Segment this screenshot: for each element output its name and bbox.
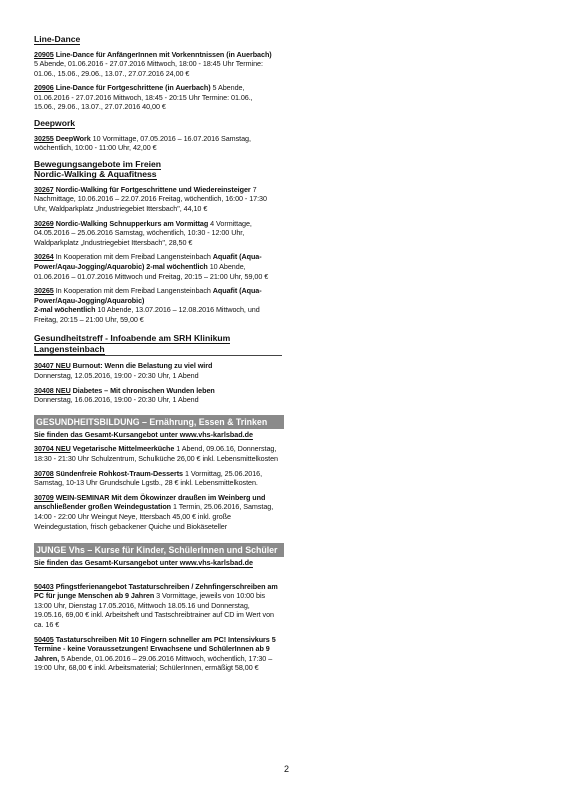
course-detail: ca. 16 € xyxy=(34,619,60,629)
section-heading-nordic-walking: Nordic-Walking & Aquafitness xyxy=(34,169,157,180)
course-code: 30267 xyxy=(34,184,54,194)
course-detail: Samstag, 10-13 Uhr Grundschule Lgstb., 28 € inkl. Lebensmittelkosten. xyxy=(34,478,258,488)
course-title: Sündenfreie Rohkost-Traum-Desserts xyxy=(53,468,184,478)
course-detail: Donnerstag, 16.06.2016, 19:00 - 20:30 Uhr, 1 Abend xyxy=(34,395,199,405)
section-heading-outdoor: Bewegungsangebote im Freien xyxy=(34,158,162,169)
course-title: Burnout: Wenn die Belastung zu viel wird xyxy=(70,361,213,371)
banner-subtitle: Sie finden das Gesamt-Kursangebot unter www.vhs-karlsbad.de xyxy=(34,558,254,568)
course-code: 20905 xyxy=(34,49,54,59)
course-entry-30708 xyxy=(34,469,284,488)
course-title: PC für junge Menschen ab 9 Jahren xyxy=(34,591,155,601)
course-detail: 01.06.2016 - 27.07.2016 Mittwoch, 18:45 - 20:15 Uhr Termine: 01.06., xyxy=(34,92,253,102)
course-detail: 14:00 - 22:00 Uhr Weingut Neye, Ittersbach 45,00 € inkl. große xyxy=(34,511,231,521)
course-detail: 19:00 Uhr, 68,00 € inkl. Arbeitsmaterial; SchülerInnen, ermäßigt 58,00 € xyxy=(34,663,259,673)
course-detail: 18:30 - 21:30 Uhr Schulzentrum, Schulküche 26,00 € inkl. Lebensmittelkosten xyxy=(34,453,278,463)
course-detail: 1 Abend, 09.06.16, Donnerstag, xyxy=(174,444,277,454)
course-entry-30709 xyxy=(34,493,284,531)
course-title: DeepWork xyxy=(55,133,91,143)
course-title: Pfingstferienangebot Tastaturschreiben / Zehnfingerschreiben am xyxy=(53,581,278,591)
course-title: Diabetes – Mit chronischen Wunden leben xyxy=(70,385,215,395)
course-entry-20906 xyxy=(34,83,284,112)
course-detail: 13:00 Uhr, Dienstag 17.05.2016, Mittwoch 18.05.16 und Donnerstag, xyxy=(34,600,250,610)
course-title: Power/Aqau-Jogging/Aquarobic) 2-mal wöchentlich xyxy=(34,261,208,271)
course-detail: Waldparkplatz „Industriegebiet Ittersbach", 28,50 € xyxy=(34,237,193,247)
course-title: anschließender großen Weindegustation xyxy=(34,502,171,512)
section-banner-junge-vhs: JUNGE Vhs – Kurse für Kinder, SchülerInnen und Schüler xyxy=(34,543,284,557)
course-detail: 5 Abende, 01.06.2016 – 29.06.2016 Mittwoch, wöchentlich, 17:30 – xyxy=(59,653,273,663)
course-entry-50405 xyxy=(34,635,284,673)
course-code: 30407 NEU xyxy=(34,361,71,371)
course-title: Vegetarische Mittelmeerküche xyxy=(70,444,175,454)
course-title: Line-Dance für Fortgeschrittene (in Auerbach) xyxy=(55,83,211,93)
document-page xyxy=(34,34,284,673)
course-title: Nordic-Walking Schnupperkurs am Vormittag xyxy=(55,218,209,228)
course-title: Jahren, xyxy=(34,653,60,663)
course-detail: 10 Vormittage, 07.05.2016 – 16.07.2016 Samstag, xyxy=(90,133,251,143)
course-title: Nordic-Walking für Fortgeschrittene und Wiedereinsteiger xyxy=(55,184,251,194)
course-detail: 15.06., 29.06., 13.07., 27.07.2016 40,00 € xyxy=(34,102,166,112)
course-title: Termine - keine Voraussetzungen! Erwachsene und SchülerInnen ab 9 xyxy=(34,644,270,654)
course-entry-30407 xyxy=(34,361,284,380)
course-title: Line-Dance für AnfängerInnen mit Vorkenntnissen (in Auerbach) xyxy=(55,49,272,59)
course-detail: 10 Abende, xyxy=(207,261,246,271)
course-entry-30255 xyxy=(34,134,284,153)
course-detail: 10 Abende, 13.07.2016 – 12.08.2016 Mittwoch, und xyxy=(95,305,260,315)
course-detail: 3 Vormittage, jeweils von 10:00 bis xyxy=(154,591,266,601)
course-title: Power/Aqau-Jogging/Aquarobic) xyxy=(34,295,145,305)
course-detail: 01.06., 15.06., 29.06., 13.07., 27.07.2016 24,00 € xyxy=(34,68,190,78)
course-detail: 19.05.16, 69,00 € inkl. Arbeitsheft und Tastschreibtrainer auf CD im Wert von xyxy=(34,610,274,620)
course-code: 30264 xyxy=(34,252,54,262)
banner-subtitle: Sie finden das Gesamt-Kursangebot unter www.vhs-karlsbad.de xyxy=(34,429,254,439)
course-entry-30267 xyxy=(34,185,284,214)
course-code: 30708 xyxy=(34,468,54,478)
course-detail: Nachmittage, 10.06.2016 – 22.07.2016 Freitag, wöchentlich, 16:00 - 17:30 xyxy=(34,194,267,204)
course-title: WEIN-SEMINAR Mit dem Ökowinzer draußen im Weinberg und xyxy=(53,492,266,502)
course-detail: Uhr, Waldparkplatz „Industriegebiet Ittersbach", 44,10 € xyxy=(34,203,208,213)
course-detail: In Kooperation mit dem Freibad Langensteinbach xyxy=(53,252,213,262)
section-heading-deepwork: Deepwork xyxy=(34,118,76,129)
course-entry-30704 xyxy=(34,444,284,463)
course-code: 50403 xyxy=(34,581,54,591)
course-detail: 1 Termin, 25.06.2016, Samstag, xyxy=(171,502,274,512)
course-title: Aquafit (Aqua- xyxy=(212,286,262,296)
section-heading-line-dance: Line-Dance xyxy=(34,34,81,44)
course-detail: 7 xyxy=(250,184,257,194)
course-detail: 01.06.2016 – 01.07.2016 Mittwoch und Freitag, 20:15 – 21:00 Uhr, 59,00 € xyxy=(34,271,269,281)
course-detail: 5 Abende, xyxy=(210,83,245,93)
course-detail: Freitag, 20:15 – 21:00 Uhr, 59,00 € xyxy=(34,314,144,324)
course-title: 2-mal wöchentlich xyxy=(34,305,96,315)
course-code: 30704 NEU xyxy=(34,444,71,454)
course-title: Tastaturschreiben Mit 10 Fingern schneller am PC! Intensivkurs 5 xyxy=(53,634,276,644)
course-code: 20906 xyxy=(34,83,54,93)
course-entry-30264 xyxy=(34,252,284,281)
divider xyxy=(34,355,282,356)
course-code: 30269 xyxy=(34,218,54,228)
course-entry-30269 xyxy=(34,219,284,248)
course-code: 30709 xyxy=(34,492,54,502)
course-detail: Donnerstag, 12.05.2016, 19:00 - 20:30 Uhr, 1 Abend xyxy=(34,371,199,381)
course-detail: 04.05.2016 – 25.06.2016 Samstag, wöchentlich, 10:30 - 12:00 Uhr, xyxy=(34,228,245,238)
course-code: 30408 NEU xyxy=(34,385,71,395)
section-banner-gesundheitsbildung: GESUNDHEITSBILDUNG – Ernährung, Essen & Trinken xyxy=(34,415,284,429)
course-entry-50403 xyxy=(34,582,284,630)
section-heading-gesundheitstreff: Gesundheitstreff - Infoabende am SRH Klinikum Langensteinbach xyxy=(34,333,231,354)
course-code: 30255 xyxy=(34,133,54,143)
course-title: Aquafit (Aqua- xyxy=(212,252,262,262)
course-entry-20905 xyxy=(34,50,284,79)
course-detail: 1 Vormittag, 25.06.2016, xyxy=(183,468,263,478)
page-number: 2 xyxy=(284,764,290,774)
course-entry-30408 xyxy=(34,386,284,405)
course-detail: wöchentlich, 10:00 - 11:00 Uhr, 42,00 € xyxy=(34,143,157,153)
course-detail: 4 Vormittage, xyxy=(208,218,252,228)
course-detail: Weindegustation, frisch gebackener Quiche und Biokäseteller xyxy=(34,521,228,531)
course-code: 30265 xyxy=(34,286,54,296)
course-detail: In Kooperation mit dem Freibad Langensteinbach xyxy=(53,286,213,296)
course-detail: 5 Abende, 01.06.2016 - 27.07.2016 Mittwoch, 18:00 - 18:45 Uhr Termine: xyxy=(34,59,263,69)
course-entry-30265 xyxy=(34,286,284,324)
course-code: 50405 xyxy=(34,634,54,644)
